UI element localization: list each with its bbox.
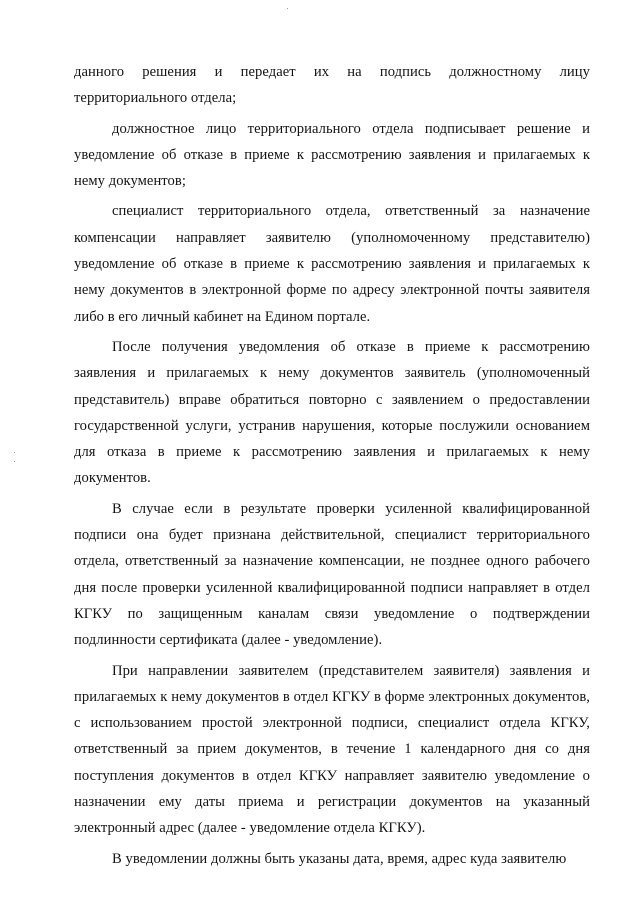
paragraph-after-refusal: После получения уведомления об отказе в приеме к рассмотрению заявления и прилагаемых к нему документов заявитель (уполномоченный представитель) вправе обратиться повторно с заявлением о предоставлении государственной услуги, устранив нарушения, которые послужили основанием для отказа в приеме к рассмотрению заявления и прилагаемых к нему документов. <box>74 338 590 487</box>
scan-speck <box>14 461 15 462</box>
paragraph-notification-content: В уведомлении должны быть указаны дата, время, адрес куда заявителю <box>112 850 567 867</box>
paragraph-official-signs: должностное лицо территориального отдела подписывает решение и уведомление об отказе в приеме к рассмотрению заявления и прилагаемых к нему документов; <box>74 120 590 190</box>
paragraph-continuation: данного решения и передает их на подпись должностному лицу территориального отдела; <box>74 64 590 107</box>
paragraph-electronic-submission: При направлении заявителем (представителем заявителя) заявления и прилагаемых к нему документов в отдел КГКУ в форме электронных документов, с использованием простой электронной подписи, специалист отдела КГКУ, ответственный за прием документов, в течение 1 календарного дня со дня поступления документов в отдел КГКУ направляет заявителю уведомление о назначении ему даты приема и регистрации документов на указанный электронный адрес (далее - уведомление отдела КГКУ). <box>74 662 590 837</box>
paragraph-signature-valid: В случае если в результате проверки усиленной квалифицированной подписи она будет признана действительной, специалист территориального отдела, ответственный за назначение компенсации, не позднее одного рабочего дня после проверки усиленной квалифицированной подписи направляет в отдел КГКУ по защищенным каналам связи уведомление о подтверждении подлинности сертификата (далее - уведомление). <box>74 500 590 649</box>
paragraph-specialist-sends: специалист территориального отдела, ответственный за назначение компенсации направляет заявителю (уполномоченному представителю) уведомление об отказе в приеме к рассмотрению заявления и прилагаемых к нему документов в электронной форме по адресу электронной почты заявителя либо в его личный кабинет на Едином портале. <box>74 203 590 325</box>
scan-speck <box>287 8 288 9</box>
scan-speck <box>14 452 15 453</box>
document-body <box>74 59 590 872</box>
